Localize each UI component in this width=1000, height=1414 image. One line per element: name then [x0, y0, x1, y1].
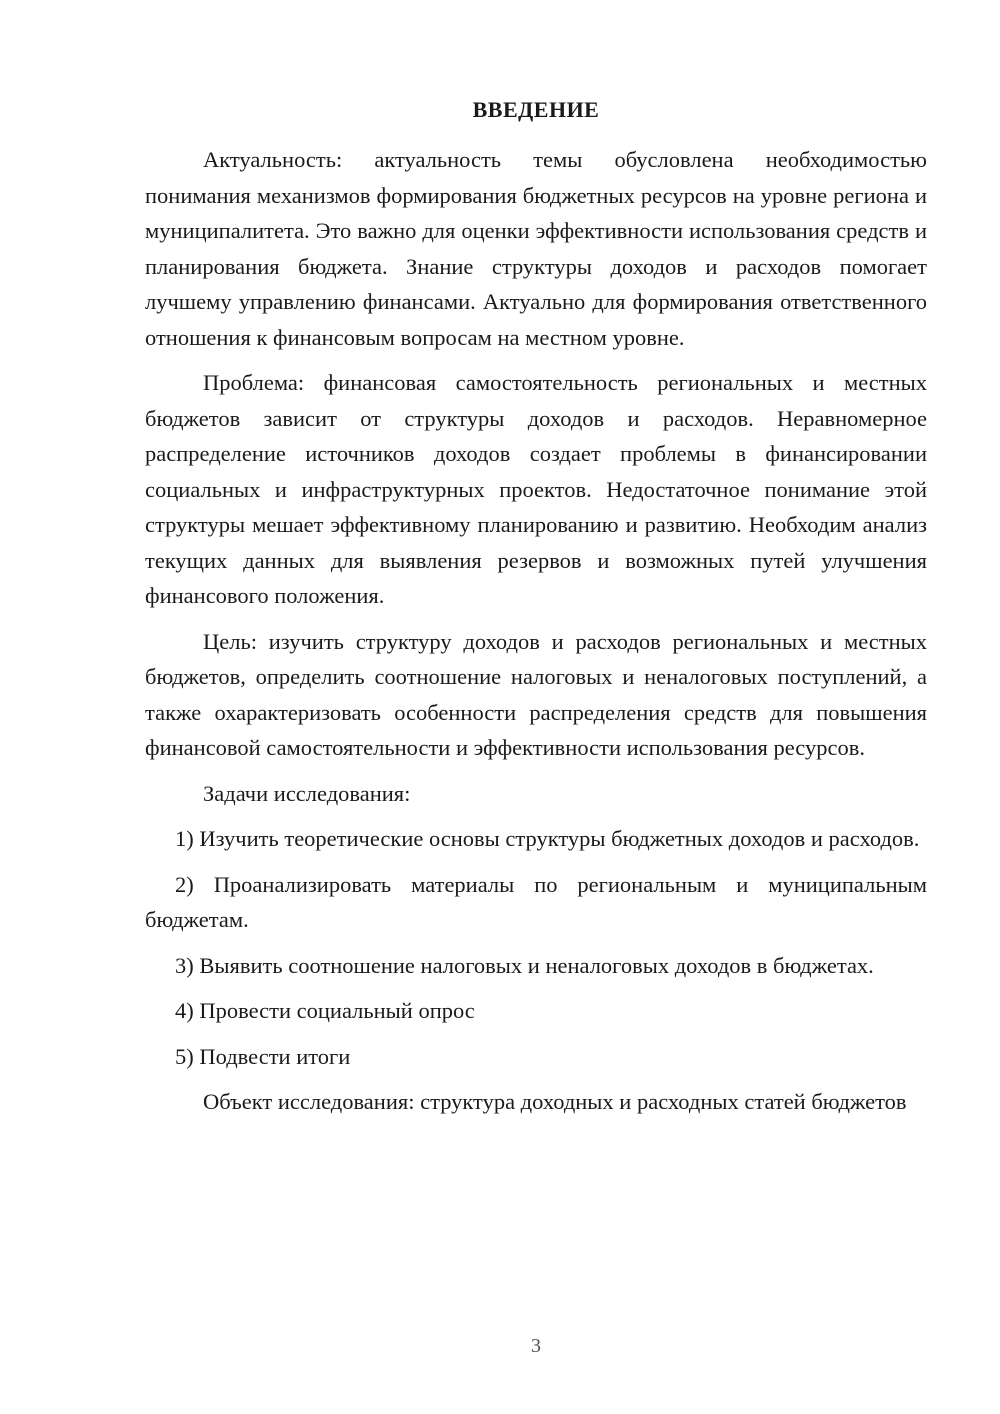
body-text [145, 142, 927, 1130]
task-item: 2) Проанализировать материалы по региональным и муниципальным бюджетам. [145, 871, 927, 932]
tasks-heading: Задачи исследования: [203, 780, 411, 806]
task-item: 3) Выявить соотношение налоговых и неналоговых доходов в бюджетах. [175, 952, 874, 978]
task-item: 1) Изучить теоретические основы структуры бюджетных доходов и расходов. [175, 826, 920, 851]
paragraph-relevance: Актуальность: актуальность темы обусловлена необходимостью понимания механизмов формирования бюджетных ресурсов на уровне региона и муниципалитета. Это важно для оценки эффективности использования средств и планирования бюджета. Знание структуры доходов и расходов помогает лучшему управлению финансами. Актуально для формирования ответственного отношения к финансовым вопросам на местном уровне. [145, 147, 927, 350]
task-item: 4) Провести социальный опрос [175, 998, 475, 1023]
task-item: 5) Подвести итоги [175, 1043, 351, 1069]
paragraph-object: Объект исследования: структура доходных и расходных статей бюджетов [203, 1089, 907, 1114]
paragraph-problem: Проблема: финансовая самостоятельность региональных и местных бюджетов зависит от структуры доходов и расходов. Неравномерное распределение источников доходов создает проблемы в финансировании социальных и инфраструктурных проектов. Недостаточное понимание этой структуры мешает эффективному планированию и развитию. Необходим анализ текущих данных для выявления резервов и возможных путей улучшения финансового положения. [145, 370, 927, 608]
page-title: ВВЕДЕНИЕ [472, 97, 600, 122]
page-number: 3 [531, 1335, 541, 1357]
paragraph-goal: Цель: изучить структуру доходов и расходов региональных и местных бюджетов, определить соотношение налоговых и неналоговых поступлений, а также охарактеризовать особенности распределения средств для повышения финансовой самостоятельности и эффективности использования ресурсов. [145, 628, 927, 760]
